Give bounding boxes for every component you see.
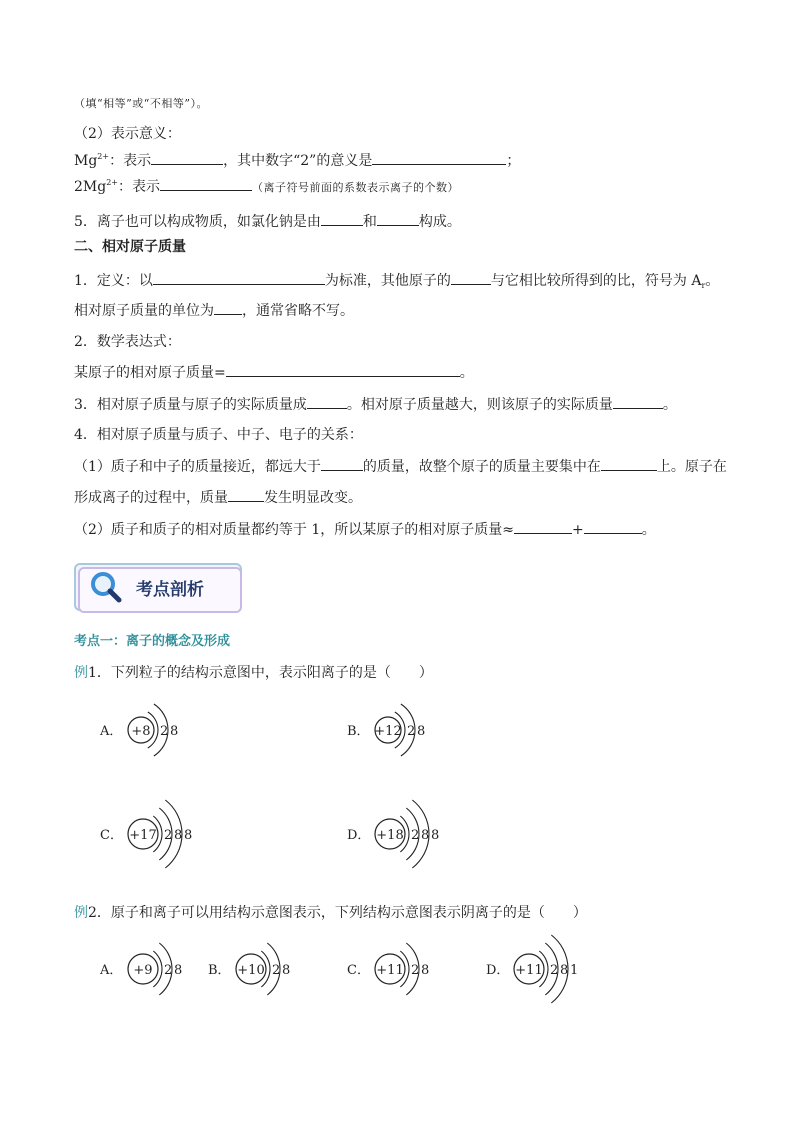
- proportion-line: 3．相对原子质量与原子的实际质量成 。相对原子质量越大，则该原子的实际质量 。: [74, 394, 677, 415]
- atomic-structure-diagram: [510, 926, 650, 1016]
- electron-count: 8: [184, 828, 193, 843]
- electron-count: 8: [170, 724, 179, 739]
- atomic-structure-diagram: [124, 791, 264, 881]
- answer-blank[interactable]: [321, 211, 363, 226]
- nucleus-charge: +8: [131, 724, 151, 739]
- atomic-structure-diagram: [371, 687, 511, 777]
- fill-instruction: （填“相等”或“不相等”）。: [74, 97, 208, 110]
- electron-count: 2: [411, 963, 420, 978]
- electron-count: 2: [164, 828, 173, 843]
- atomic-structure-diagram: [371, 791, 511, 881]
- option-letter: B．: [208, 963, 231, 978]
- electron-count: 2: [160, 724, 169, 739]
- answer-blank[interactable]: [584, 519, 642, 534]
- nacl-line: 5．离子也可以构成物质，如氯化钠是由 和 构成。: [74, 211, 461, 232]
- electron-count: 2: [164, 963, 173, 978]
- option-letter: C．: [100, 828, 123, 843]
- answer-blank[interactable]: [514, 519, 572, 534]
- answer-blank[interactable]: [377, 211, 419, 226]
- answer-blank[interactable]: [372, 150, 506, 165]
- answer-blank[interactable]: [228, 487, 264, 502]
- answer-blank[interactable]: [226, 362, 460, 377]
- answer-blank[interactable]: [153, 270, 325, 285]
- answer-blank[interactable]: [151, 150, 223, 165]
- electron-count: 8: [417, 724, 426, 739]
- answer-blank[interactable]: [613, 394, 663, 409]
- answer-blank[interactable]: [214, 300, 242, 315]
- electron-count: 8: [421, 963, 430, 978]
- example-2-question: 例2．原子和离子可以用结构示意图表示，下列结构示意图表示阴离子的是（ ）: [74, 905, 587, 921]
- nucleus-charge: +18: [376, 828, 404, 843]
- expression-heading: 2．数学表达式：: [74, 334, 181, 350]
- relation-line-2: 形成离子的过程中，质量 发生明显改变。: [74, 487, 362, 508]
- electron-count: 8: [431, 828, 440, 843]
- nucleus-charge: +9: [133, 963, 153, 978]
- definition-line: 1．定义：以 为标准，其他原子的 与它相比较所得到的比，符号为 $A_r$。: [74, 270, 719, 291]
- electron-count: 1: [570, 963, 579, 978]
- electron-count: 2: [550, 963, 559, 978]
- atomic-structure-diagram: [124, 687, 264, 777]
- option-letter: B．: [347, 724, 370, 739]
- electron-count: 8: [282, 963, 291, 978]
- nucleus-charge: +17: [129, 828, 157, 843]
- mg-ion-line: $Mg^{2+}$：表示 ，其中数字“2”的意义是 ；: [74, 152, 521, 169]
- option-letter: D．: [347, 828, 371, 843]
- banner-title: 考点剖析: [136, 580, 204, 600]
- answer-blank[interactable]: [451, 270, 491, 285]
- electron-count: 8: [174, 963, 183, 978]
- meaning-heading: （2）表示意义：: [74, 126, 181, 142]
- magnifier-icon: [88, 569, 124, 605]
- electron-count: 2: [407, 724, 416, 739]
- option-letter: D．: [486, 963, 510, 978]
- nucleus-charge: +11: [515, 963, 543, 978]
- answer-blank[interactable]: [601, 456, 657, 471]
- key-point-banner: [74, 563, 244, 613]
- unit-line: 相对原子质量的单位为 ，通常省略不写。: [74, 300, 354, 321]
- answer-blank[interactable]: [321, 456, 363, 471]
- option-letter: C．: [347, 963, 370, 978]
- electron-count: 8: [421, 828, 430, 843]
- answer-blank[interactable]: [160, 176, 252, 191]
- relation-heading: 4．相对原子质量与质子、中子、电子的关系：: [74, 427, 363, 443]
- answer-blank[interactable]: [307, 394, 347, 409]
- section-heading-relative-mass: 二、相对原子质量: [74, 239, 186, 255]
- expression-line: 某原子的相对原子质量= 。: [74, 362, 474, 383]
- example-1-question: 例1．下列粒子的结构示意图中，表示阳离子的是（ ）: [74, 665, 433, 681]
- relation-line-1: （1）质子和中子的质量接近，都远大于 的质量，故整个原子的质量主要集中在 上。原子在: [74, 456, 727, 477]
- nucleus-charge: +10: [237, 963, 265, 978]
- electron-count: 2: [272, 963, 281, 978]
- relation-line-3: （2）质子和质子的相对质量都约等于 1，所以某原子的相对原子质量≈ + 。: [74, 519, 656, 540]
- option-letter: A．: [100, 963, 123, 978]
- electron-count: 8: [174, 828, 183, 843]
- key-point-title: 考点一：离子的概念及形成: [74, 634, 231, 649]
- electron-count: 2: [411, 828, 420, 843]
- electron-count: 8: [560, 963, 569, 978]
- two-mg-ion-line: $2Mg^{2+}$：表示 （离子符号前面的系数表示离子的个数）: [74, 178, 460, 195]
- nucleus-charge: +12: [374, 724, 402, 739]
- option-letter: A．: [100, 724, 123, 739]
- nucleus-charge: +11: [376, 963, 404, 978]
